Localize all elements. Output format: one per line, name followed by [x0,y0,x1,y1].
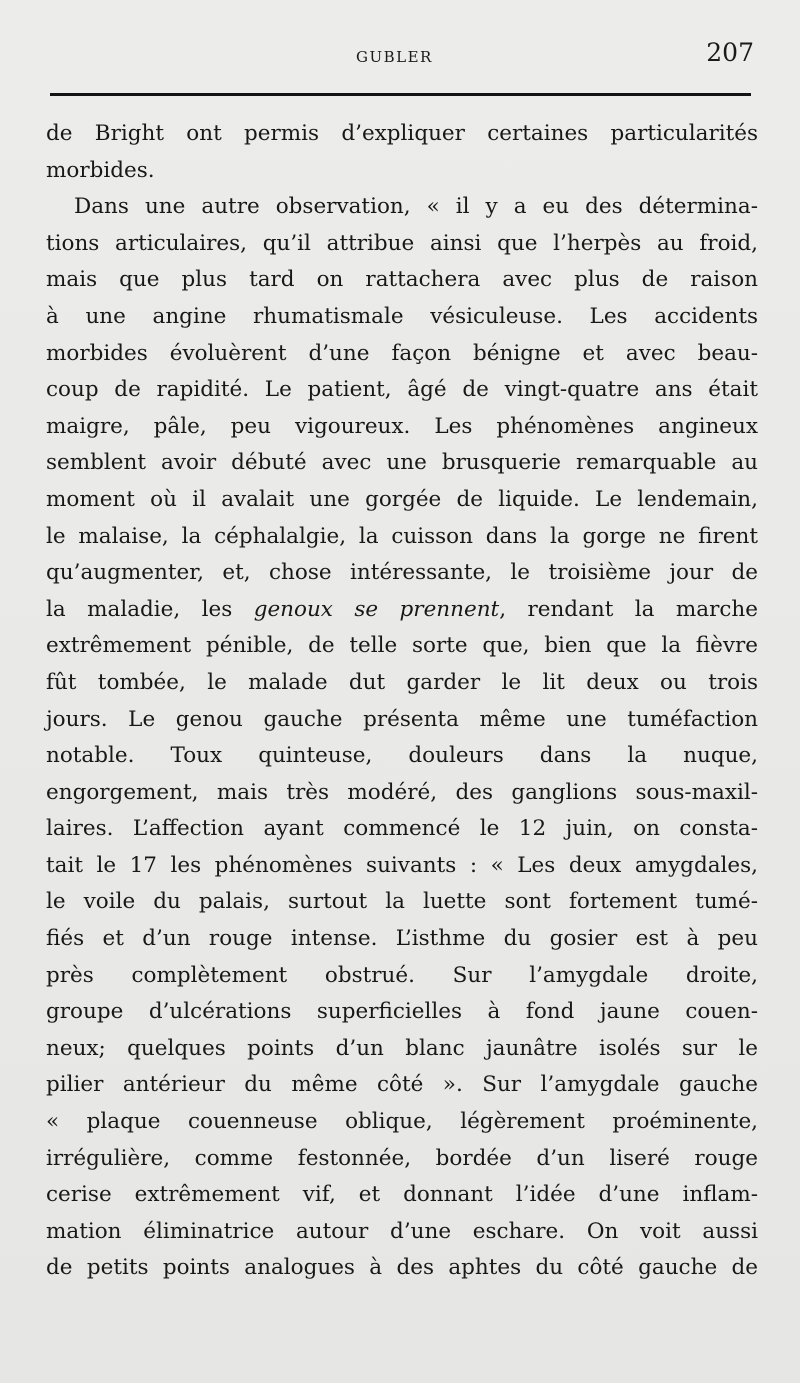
text-line: de petits points analogues à des aphtes du côté gauche de [46,1255,758,1281]
text-line: fiés et d’un rouge intense. L’isthme du gosier est à peu [46,926,758,952]
text-line: fût tombée, le malade dut garder le lit deux ou trois [46,669,758,695]
text-line: Dans une autre observation, « il y a eu des détermina- [74,194,758,220]
text-line: morbides. [46,157,155,183]
text-line: qu’augmenter, et, chose intéressante, le troisième jour de [46,560,758,586]
text-line: cerise extrêmement vif, et donnant l’idée d’une inflam- [46,1182,758,1208]
text-line: notable. Toux quinteuse, douleurs dans la nuque, [46,743,758,769]
page-number: 207 [706,38,754,67]
text-line: moment où il avalait une gorgée de liquide. Le lendemain, [46,486,758,512]
text-line: morbides évoluèrent d’une façon bénigne et avec beau- [46,340,758,366]
header-rule [50,93,751,96]
text-line-italic-phrase [46,592,758,629]
text-line: extrêmement pénible, de telle sorte que, bien que la fièvre [46,633,758,659]
text-line: semblent avoir débuté avec une brusquerie remarquable au [46,450,758,476]
text-line: le voile du palais, surtout la luette sont fortement tumé- [46,889,758,915]
text-line: « plaque couenneuse oblique, légèrement proéminente, [46,1109,758,1135]
text-line: mation éliminatrice autour d’une eschare. On voit aussi [46,1218,758,1244]
text-line: maigre, pâle, peu vigoureux. Les phénomènes angineux [46,413,758,439]
body-text [46,116,758,1287]
text-line: près complètement obstrué. Sur l’amygdale droite, [46,962,758,988]
page-header [46,38,758,78]
text-line: pilier antérieur du même côté ». Sur l’amygdale gauche [46,1072,758,1098]
text-line: laires. L’affection ayant commencé le 12 juin, on consta- [46,816,758,842]
text-line: neux; quelques points d’un blanc jaunâtre isolés sur le [46,1035,758,1061]
text-segment: la maladie, les [46,596,254,622]
text-line: irrégulière, comme festonnée, bordée d’un liseré rouge [46,1145,758,1171]
italic-phrase: genoux se prennent [253,596,500,622]
text-line: le malaise, la céphalalgie, la cuisson dans la gorge ne firent [46,523,758,549]
text-line: groupe d’ulcérations superficielles à fond jaune couen- [46,999,758,1025]
text-line: à une angine rhumatismale vésiculeuse. Les accidents [46,303,758,329]
text-line: de Bright ont permis d’expliquer certaines particularités [46,121,758,146]
text-line: tait le 17 les phénomènes suivants : « Les deux amygdales, [46,852,758,878]
text-line: engorgement, mais très modéré, des ganglions sous-maxil- [46,779,758,805]
text-line: coup de rapidité. Le patient, âgé de vingt-quatre ans était [46,377,758,403]
text-line: jours. Le genou gauche présenta même une tuméfaction [46,706,758,732]
text-line: tions articulaires, qu’il attribue ainsi que l’herpès au froid, [46,230,758,256]
running-head: GUBLER [356,48,433,66]
text-segment: , rendant la marche [499,596,758,622]
text-line: mais que plus tard on rattachera avec plus de raison [46,267,758,293]
